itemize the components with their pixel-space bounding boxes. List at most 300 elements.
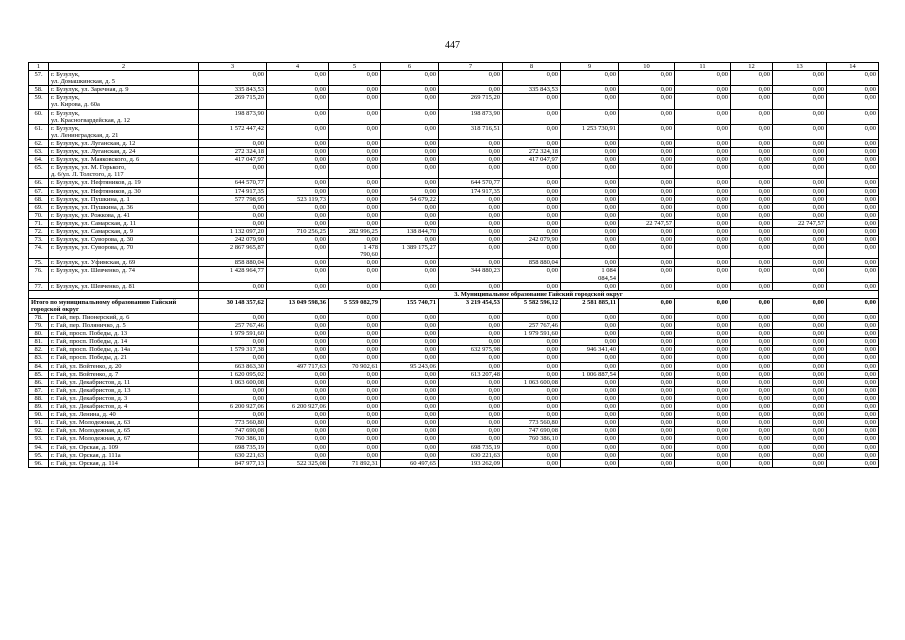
- amount-cell: 0,00: [619, 435, 675, 443]
- amount-cell: 0,00: [267, 354, 329, 362]
- amount-cell: 0,00: [561, 435, 619, 443]
- address-cell: г. Бузулук, ул. Маяковского, д. 6: [49, 156, 199, 164]
- data-table: [28, 62, 879, 468]
- amount-cell: 0,00: [329, 443, 381, 451]
- amount-cell: 0,00: [827, 435, 879, 443]
- amount-cell: 0,00: [267, 346, 329, 354]
- amount-cell: 0,00: [439, 427, 503, 435]
- amount-cell: 0,00: [675, 244, 731, 259]
- amount-cell: 0,00: [773, 443, 827, 451]
- amount-cell: 0,00: [503, 314, 561, 322]
- address-cell: г. Гай, пер. Пионерский, д. 6: [49, 314, 199, 322]
- amount-cell: 0,00: [731, 411, 773, 419]
- amount-cell: 0,00: [731, 148, 773, 156]
- amount-cell: 0,00: [773, 259, 827, 267]
- amount-cell: 0,00: [675, 403, 731, 411]
- amount-cell: 0,00: [439, 338, 503, 346]
- address-cell: г. Бузулук, ул. Рожкова, д. 41: [49, 211, 199, 219]
- amount-cell: 0,00: [561, 109, 619, 124]
- amount-cell: 0,00: [675, 86, 731, 94]
- amount-cell: 0,00: [731, 94, 773, 109]
- amount-cell: 0,00: [561, 94, 619, 109]
- amount-cell: 0,00: [381, 378, 439, 386]
- amount-cell: 6 200 927,06: [267, 403, 329, 411]
- amount-cell: 0,00: [381, 411, 439, 419]
- amount-cell: 523 119,73: [267, 195, 329, 203]
- table-row: [29, 394, 879, 402]
- amount-cell: 0,00: [503, 187, 561, 195]
- column-header: 7: [439, 63, 503, 71]
- amount-cell: 0,00: [675, 211, 731, 219]
- amount-cell: 747 690,08: [503, 427, 561, 435]
- amount-cell: 0,00: [827, 403, 879, 411]
- amount-cell: 0,00: [675, 314, 731, 322]
- amount-cell: 0,00: [199, 386, 267, 394]
- amount-cell: 0,00: [827, 451, 879, 459]
- table-row: [29, 219, 879, 227]
- column-header-row: [29, 63, 879, 71]
- amount-cell: 0,00: [773, 394, 827, 402]
- amount-cell: 0,00: [267, 236, 329, 244]
- row-number: 57.: [29, 71, 49, 86]
- row-number: 85.: [29, 370, 49, 378]
- amount-cell: 0,00: [267, 187, 329, 195]
- amount-cell: 0,00: [773, 94, 827, 109]
- address-cell: г. Бузулук, ул. Шевченко, д. 81: [49, 282, 199, 290]
- amount-cell: 0,00: [561, 362, 619, 370]
- amount-cell: 0,00: [329, 267, 381, 282]
- amount-cell: 0,00: [199, 139, 267, 147]
- amount-cell: 0,00: [827, 227, 879, 235]
- table-row: [29, 94, 879, 109]
- amount-cell: 0,00: [503, 386, 561, 394]
- amount-cell: 0,00: [675, 203, 731, 211]
- amount-cell: 1 253 730,91: [561, 124, 619, 139]
- amount-cell: 0,00: [381, 427, 439, 435]
- row-number: 87.: [29, 386, 49, 394]
- table-row: [29, 148, 879, 156]
- amount-cell: 0,00: [619, 244, 675, 259]
- amount-cell: 0,00: [675, 267, 731, 282]
- amount-cell: 0,00: [329, 164, 381, 179]
- amount-cell: 0,00: [619, 109, 675, 124]
- amount-cell: 0,00: [381, 139, 439, 147]
- total-amount-cell: 0,00: [619, 298, 675, 313]
- address-cell: г. Гай, ул. Ленина, д. 40: [49, 411, 199, 419]
- amount-cell: 0,00: [199, 211, 267, 219]
- amount-cell: 0,00: [381, 330, 439, 338]
- amount-cell: 0,00: [827, 71, 879, 86]
- amount-cell: 1 063 600,08: [199, 378, 267, 386]
- amount-cell: 0,00: [773, 227, 827, 235]
- amount-cell: 0,00: [675, 427, 731, 435]
- table-row: [29, 370, 879, 378]
- amount-cell: 0,00: [619, 394, 675, 402]
- address-cell: г. Бузулук, ул. Самарская, д. 11: [49, 219, 199, 227]
- amount-cell: 0,00: [731, 443, 773, 451]
- amount-cell: 0,00: [773, 71, 827, 86]
- table-body: [29, 63, 879, 468]
- amount-cell: 0,00: [619, 203, 675, 211]
- amount-cell: 0,00: [329, 109, 381, 124]
- amount-cell: 1 132 097,20: [199, 227, 267, 235]
- amount-cell: 0,00: [503, 403, 561, 411]
- amount-cell: 0,00: [267, 427, 329, 435]
- amount-cell: 1 979 591,60: [199, 330, 267, 338]
- amount-cell: 0,00: [827, 338, 879, 346]
- amount-cell: 0,00: [381, 346, 439, 354]
- amount-cell: 0,00: [267, 411, 329, 419]
- amount-cell: 0,00: [675, 411, 731, 419]
- amount-cell: 0,00: [773, 267, 827, 282]
- amount-cell: 0,00: [619, 451, 675, 459]
- table-row: [29, 211, 879, 219]
- amount-cell: 0,00: [619, 322, 675, 330]
- row-number: 67.: [29, 187, 49, 195]
- amount-cell: 0,00: [731, 195, 773, 203]
- amount-cell: 0,00: [773, 330, 827, 338]
- address-cell: г. Бузулук, ул. Домашкинская, д. 5: [49, 71, 199, 86]
- amount-cell: 0,00: [827, 148, 879, 156]
- amount-cell: 0,00: [329, 314, 381, 322]
- amount-cell: 0,00: [675, 394, 731, 402]
- amount-cell: 0,00: [199, 203, 267, 211]
- amount-cell: 0,00: [827, 211, 879, 219]
- amount-cell: 0,00: [267, 219, 329, 227]
- amount-cell: 0,00: [561, 179, 619, 187]
- amount-cell: 0,00: [439, 354, 503, 362]
- amount-cell: 0,00: [381, 282, 439, 290]
- address-cell: г. Гай, просп. Победы, д. 13: [49, 330, 199, 338]
- amount-cell: 1 063 600,08: [503, 378, 561, 386]
- table-row: [29, 139, 879, 147]
- address-cell: г. Гай, ул. Декабристов, д. 3: [49, 394, 199, 402]
- amount-cell: 0,00: [267, 259, 329, 267]
- address-cell: г. Гай, ул. Орская, д. 114: [49, 459, 199, 467]
- amount-cell: 0,00: [267, 86, 329, 94]
- amount-cell: 1 389 175,27: [381, 244, 439, 259]
- amount-cell: 0,00: [827, 427, 879, 435]
- amount-cell: 0,00: [381, 322, 439, 330]
- amount-cell: 0,00: [675, 322, 731, 330]
- amount-cell: 54 679,22: [381, 195, 439, 203]
- amount-cell: 0,00: [675, 109, 731, 124]
- amount-cell: 0,00: [329, 330, 381, 338]
- amount-cell: 0,00: [329, 346, 381, 354]
- row-number: 71.: [29, 219, 49, 227]
- table-row: [29, 109, 879, 124]
- amount-cell: 0,00: [773, 179, 827, 187]
- amount-cell: 522 325,08: [267, 459, 329, 467]
- amount-cell: 760 386,10: [503, 435, 561, 443]
- address-cell: г. Бузулук, ул. Уфимская, д. 69: [49, 259, 199, 267]
- address-cell: г. Бузулук, ул. Суворова, д. 70: [49, 244, 199, 259]
- amount-cell: 0,00: [561, 71, 619, 86]
- amount-cell: 0,00: [267, 419, 329, 427]
- amount-cell: 0,00: [329, 338, 381, 346]
- amount-cell: 0,00: [675, 227, 731, 235]
- amount-cell: 0,00: [675, 435, 731, 443]
- amount-cell: 773 560,80: [199, 419, 267, 427]
- amount-cell: 0,00: [381, 211, 439, 219]
- table-row: [29, 411, 879, 419]
- address-cell: г. Бузулук, ул. Нефтяников, д. 30: [49, 187, 199, 195]
- amount-cell: 0,00: [731, 267, 773, 282]
- amount-cell: 0,00: [329, 419, 381, 427]
- amount-cell: 0,00: [827, 244, 879, 259]
- column-header: 10: [619, 63, 675, 71]
- amount-cell: 0,00: [561, 195, 619, 203]
- amount-cell: 0,00: [675, 236, 731, 244]
- section-blank-cell: [29, 290, 199, 298]
- amount-cell: 0,00: [439, 386, 503, 394]
- amount-cell: 0,00: [381, 386, 439, 394]
- amount-cell: 0,00: [619, 259, 675, 267]
- amount-cell: 138 844,70: [381, 227, 439, 235]
- amount-cell: 0,00: [773, 370, 827, 378]
- amount-cell: 0,00: [773, 124, 827, 139]
- column-header: 14: [827, 63, 879, 71]
- amount-cell: 174 917,35: [199, 187, 267, 195]
- amount-cell: 0,00: [381, 86, 439, 94]
- amount-cell: 0,00: [503, 244, 561, 259]
- amount-cell: 0,00: [439, 411, 503, 419]
- amount-cell: 0,00: [329, 411, 381, 419]
- row-number: 64.: [29, 156, 49, 164]
- amount-cell: 0,00: [267, 338, 329, 346]
- table-row: [29, 314, 879, 322]
- amount-cell: 0,00: [827, 459, 879, 467]
- amount-cell: 0,00: [773, 403, 827, 411]
- amount-cell: 0,00: [731, 236, 773, 244]
- table-row: [29, 179, 879, 187]
- amount-cell: 0,00: [561, 148, 619, 156]
- amount-cell: 0,00: [439, 394, 503, 402]
- amount-cell: 0,00: [827, 354, 879, 362]
- amount-cell: 0,00: [329, 71, 381, 86]
- amount-cell: 0,00: [619, 94, 675, 109]
- amount-cell: 0,00: [561, 451, 619, 459]
- amount-cell: 0,00: [561, 211, 619, 219]
- amount-cell: 0,00: [675, 354, 731, 362]
- amount-cell: 663 863,30: [199, 362, 267, 370]
- amount-cell: 0,00: [439, 219, 503, 227]
- amount-cell: 269 715,20: [439, 94, 503, 109]
- amount-cell: 698 735,19: [199, 443, 267, 451]
- amount-cell: 0,00: [381, 435, 439, 443]
- amount-cell: 0,00: [381, 451, 439, 459]
- amount-cell: 0,00: [619, 156, 675, 164]
- amount-cell: 0,00: [439, 195, 503, 203]
- amount-cell: 0,00: [381, 403, 439, 411]
- amount-cell: 0,00: [619, 164, 675, 179]
- amount-cell: 0,00: [827, 267, 879, 282]
- amount-cell: 0,00: [619, 86, 675, 94]
- amount-cell: 0,00: [199, 219, 267, 227]
- amount-cell: 0,00: [675, 370, 731, 378]
- address-cell: г. Бузулук, ул. Пушкина, д. 36: [49, 203, 199, 211]
- amount-cell: 0,00: [827, 314, 879, 322]
- amount-cell: 0,00: [503, 124, 561, 139]
- amount-cell: 0,00: [381, 354, 439, 362]
- address-cell: г. Гай, просп. Победы, д. 21: [49, 354, 199, 362]
- amount-cell: 0,00: [773, 451, 827, 459]
- total-amount-cell: 30 148 357,62: [199, 298, 267, 313]
- amount-cell: 0,00: [827, 179, 879, 187]
- amount-cell: 0,00: [199, 338, 267, 346]
- table-row: [29, 403, 879, 411]
- amount-cell: 0,00: [381, 187, 439, 195]
- address-cell: г. Бузулук, ул. Ленинградская, д. 21: [49, 124, 199, 139]
- amount-cell: 0,00: [267, 282, 329, 290]
- amount-cell: 0,00: [773, 211, 827, 219]
- amount-cell: 0,00: [381, 156, 439, 164]
- amount-cell: 0,00: [731, 227, 773, 235]
- amount-cell: 318 716,51: [439, 124, 503, 139]
- row-number: 58.: [29, 86, 49, 94]
- amount-cell: 0,00: [731, 346, 773, 354]
- address-cell: г. Бузулук, ул. Нефтяников, д. 19: [49, 179, 199, 187]
- amount-cell: 0,00: [827, 195, 879, 203]
- amount-cell: 847 977,13: [199, 459, 267, 467]
- amount-cell: 0,00: [561, 354, 619, 362]
- amount-cell: 0,00: [561, 259, 619, 267]
- amount-cell: 0,00: [731, 156, 773, 164]
- row-number: 84.: [29, 362, 49, 370]
- table-row: [29, 203, 879, 211]
- amount-cell: 0,00: [439, 86, 503, 94]
- amount-cell: 0,00: [619, 124, 675, 139]
- amount-cell: 193 262,09: [439, 459, 503, 467]
- amount-cell: 0,00: [381, 164, 439, 179]
- row-number: 96.: [29, 459, 49, 467]
- row-number: 59.: [29, 94, 49, 109]
- amount-cell: 0,00: [619, 411, 675, 419]
- row-number: 82.: [29, 346, 49, 354]
- amount-cell: 0,00: [381, 267, 439, 282]
- amount-cell: 0,00: [675, 219, 731, 227]
- table-row: [29, 164, 879, 179]
- amount-cell: 0,00: [329, 219, 381, 227]
- amount-cell: 0,00: [827, 362, 879, 370]
- section-title: 3. Муниципальное образование Гайский городской округ: [199, 290, 879, 298]
- column-header: 2: [49, 63, 199, 71]
- amount-cell: 0,00: [731, 164, 773, 179]
- amount-cell: 0,00: [827, 109, 879, 124]
- amount-cell: 0,00: [503, 109, 561, 124]
- row-number: 74.: [29, 244, 49, 259]
- amount-cell: 0,00: [199, 71, 267, 86]
- row-number: 60.: [29, 109, 49, 124]
- amount-cell: 0,00: [731, 179, 773, 187]
- table-row: [29, 427, 879, 435]
- row-number: 76.: [29, 267, 49, 282]
- amount-cell: 269 715,20: [199, 94, 267, 109]
- amount-cell: 0,00: [199, 394, 267, 402]
- amount-cell: 0,00: [675, 346, 731, 354]
- amount-cell: 0,00: [503, 219, 561, 227]
- amount-cell: 0,00: [827, 394, 879, 402]
- amount-cell: 242 079,90: [503, 236, 561, 244]
- amount-cell: 0,00: [267, 394, 329, 402]
- amount-cell: 335 843,53: [199, 86, 267, 94]
- amount-cell: 0,00: [329, 435, 381, 443]
- amount-cell: 0,00: [439, 211, 503, 219]
- row-number: 73.: [29, 236, 49, 244]
- amount-cell: 0,00: [329, 259, 381, 267]
- amount-cell: 0,00: [619, 419, 675, 427]
- amount-cell: 0,00: [675, 451, 731, 459]
- address-cell: г. Гай, просп. Победы, д. 14а: [49, 346, 199, 354]
- amount-cell: 0,00: [675, 459, 731, 467]
- amount-cell: 0,00: [619, 386, 675, 394]
- amount-cell: 1 572 447,42: [199, 124, 267, 139]
- amount-cell: 0,00: [675, 187, 731, 195]
- amount-cell: 0,00: [731, 451, 773, 459]
- amount-cell: 946 341,40: [561, 346, 619, 354]
- amount-cell: 1 006 887,54: [561, 370, 619, 378]
- address-cell: г. Гай, ул. Войтенко, д. 20: [49, 362, 199, 370]
- amount-cell: 0,00: [267, 314, 329, 322]
- amount-cell: 0,00: [199, 354, 267, 362]
- table-row: [29, 338, 879, 346]
- total-amount-cell: 0,00: [731, 298, 773, 313]
- address-cell: г. Бузулук, ул. Суворова, д. 30: [49, 236, 199, 244]
- row-number: 70.: [29, 211, 49, 219]
- column-header: 13: [773, 63, 827, 71]
- amount-cell: 0,00: [199, 164, 267, 179]
- amount-cell: 710 256,25: [267, 227, 329, 235]
- amount-cell: 0,00: [561, 378, 619, 386]
- table-row: [29, 451, 879, 459]
- row-number: 94.: [29, 443, 49, 451]
- row-number: 75.: [29, 259, 49, 267]
- amount-cell: 0,00: [381, 179, 439, 187]
- table-row: [29, 386, 879, 394]
- amount-cell: 0,00: [619, 403, 675, 411]
- amount-cell: 0,00: [773, 187, 827, 195]
- amount-cell: 632 975,98: [439, 346, 503, 354]
- table-row: [29, 346, 879, 354]
- amount-cell: 0,00: [381, 259, 439, 267]
- amount-cell: 6 200 927,06: [199, 403, 267, 411]
- row-number: 61.: [29, 124, 49, 139]
- amount-cell: 242 079,90: [199, 236, 267, 244]
- amount-cell: 0,00: [381, 338, 439, 346]
- column-header: 6: [381, 63, 439, 71]
- amount-cell: 0,00: [675, 148, 731, 156]
- amount-cell: 0,00: [503, 370, 561, 378]
- amount-cell: 0,00: [731, 419, 773, 427]
- amount-cell: 70 902,61: [329, 362, 381, 370]
- amount-cell: 257 767,46: [503, 322, 561, 330]
- amount-cell: 0,00: [503, 267, 561, 282]
- total-amount-cell: 0,00: [675, 298, 731, 313]
- amount-cell: 577 798,95: [199, 195, 267, 203]
- table-row: [29, 156, 879, 164]
- amount-cell: 344 880,23: [439, 267, 503, 282]
- amount-cell: 0,00: [773, 236, 827, 244]
- amount-cell: 0,00: [503, 443, 561, 451]
- amount-cell: 0,00: [329, 282, 381, 290]
- amount-cell: 0,00: [267, 370, 329, 378]
- amount-cell: 0,00: [267, 386, 329, 394]
- amount-cell: 0,00: [827, 156, 879, 164]
- amount-cell: 0,00: [561, 244, 619, 259]
- column-header: 9: [561, 63, 619, 71]
- amount-cell: 0,00: [329, 86, 381, 94]
- amount-cell: 0,00: [619, 236, 675, 244]
